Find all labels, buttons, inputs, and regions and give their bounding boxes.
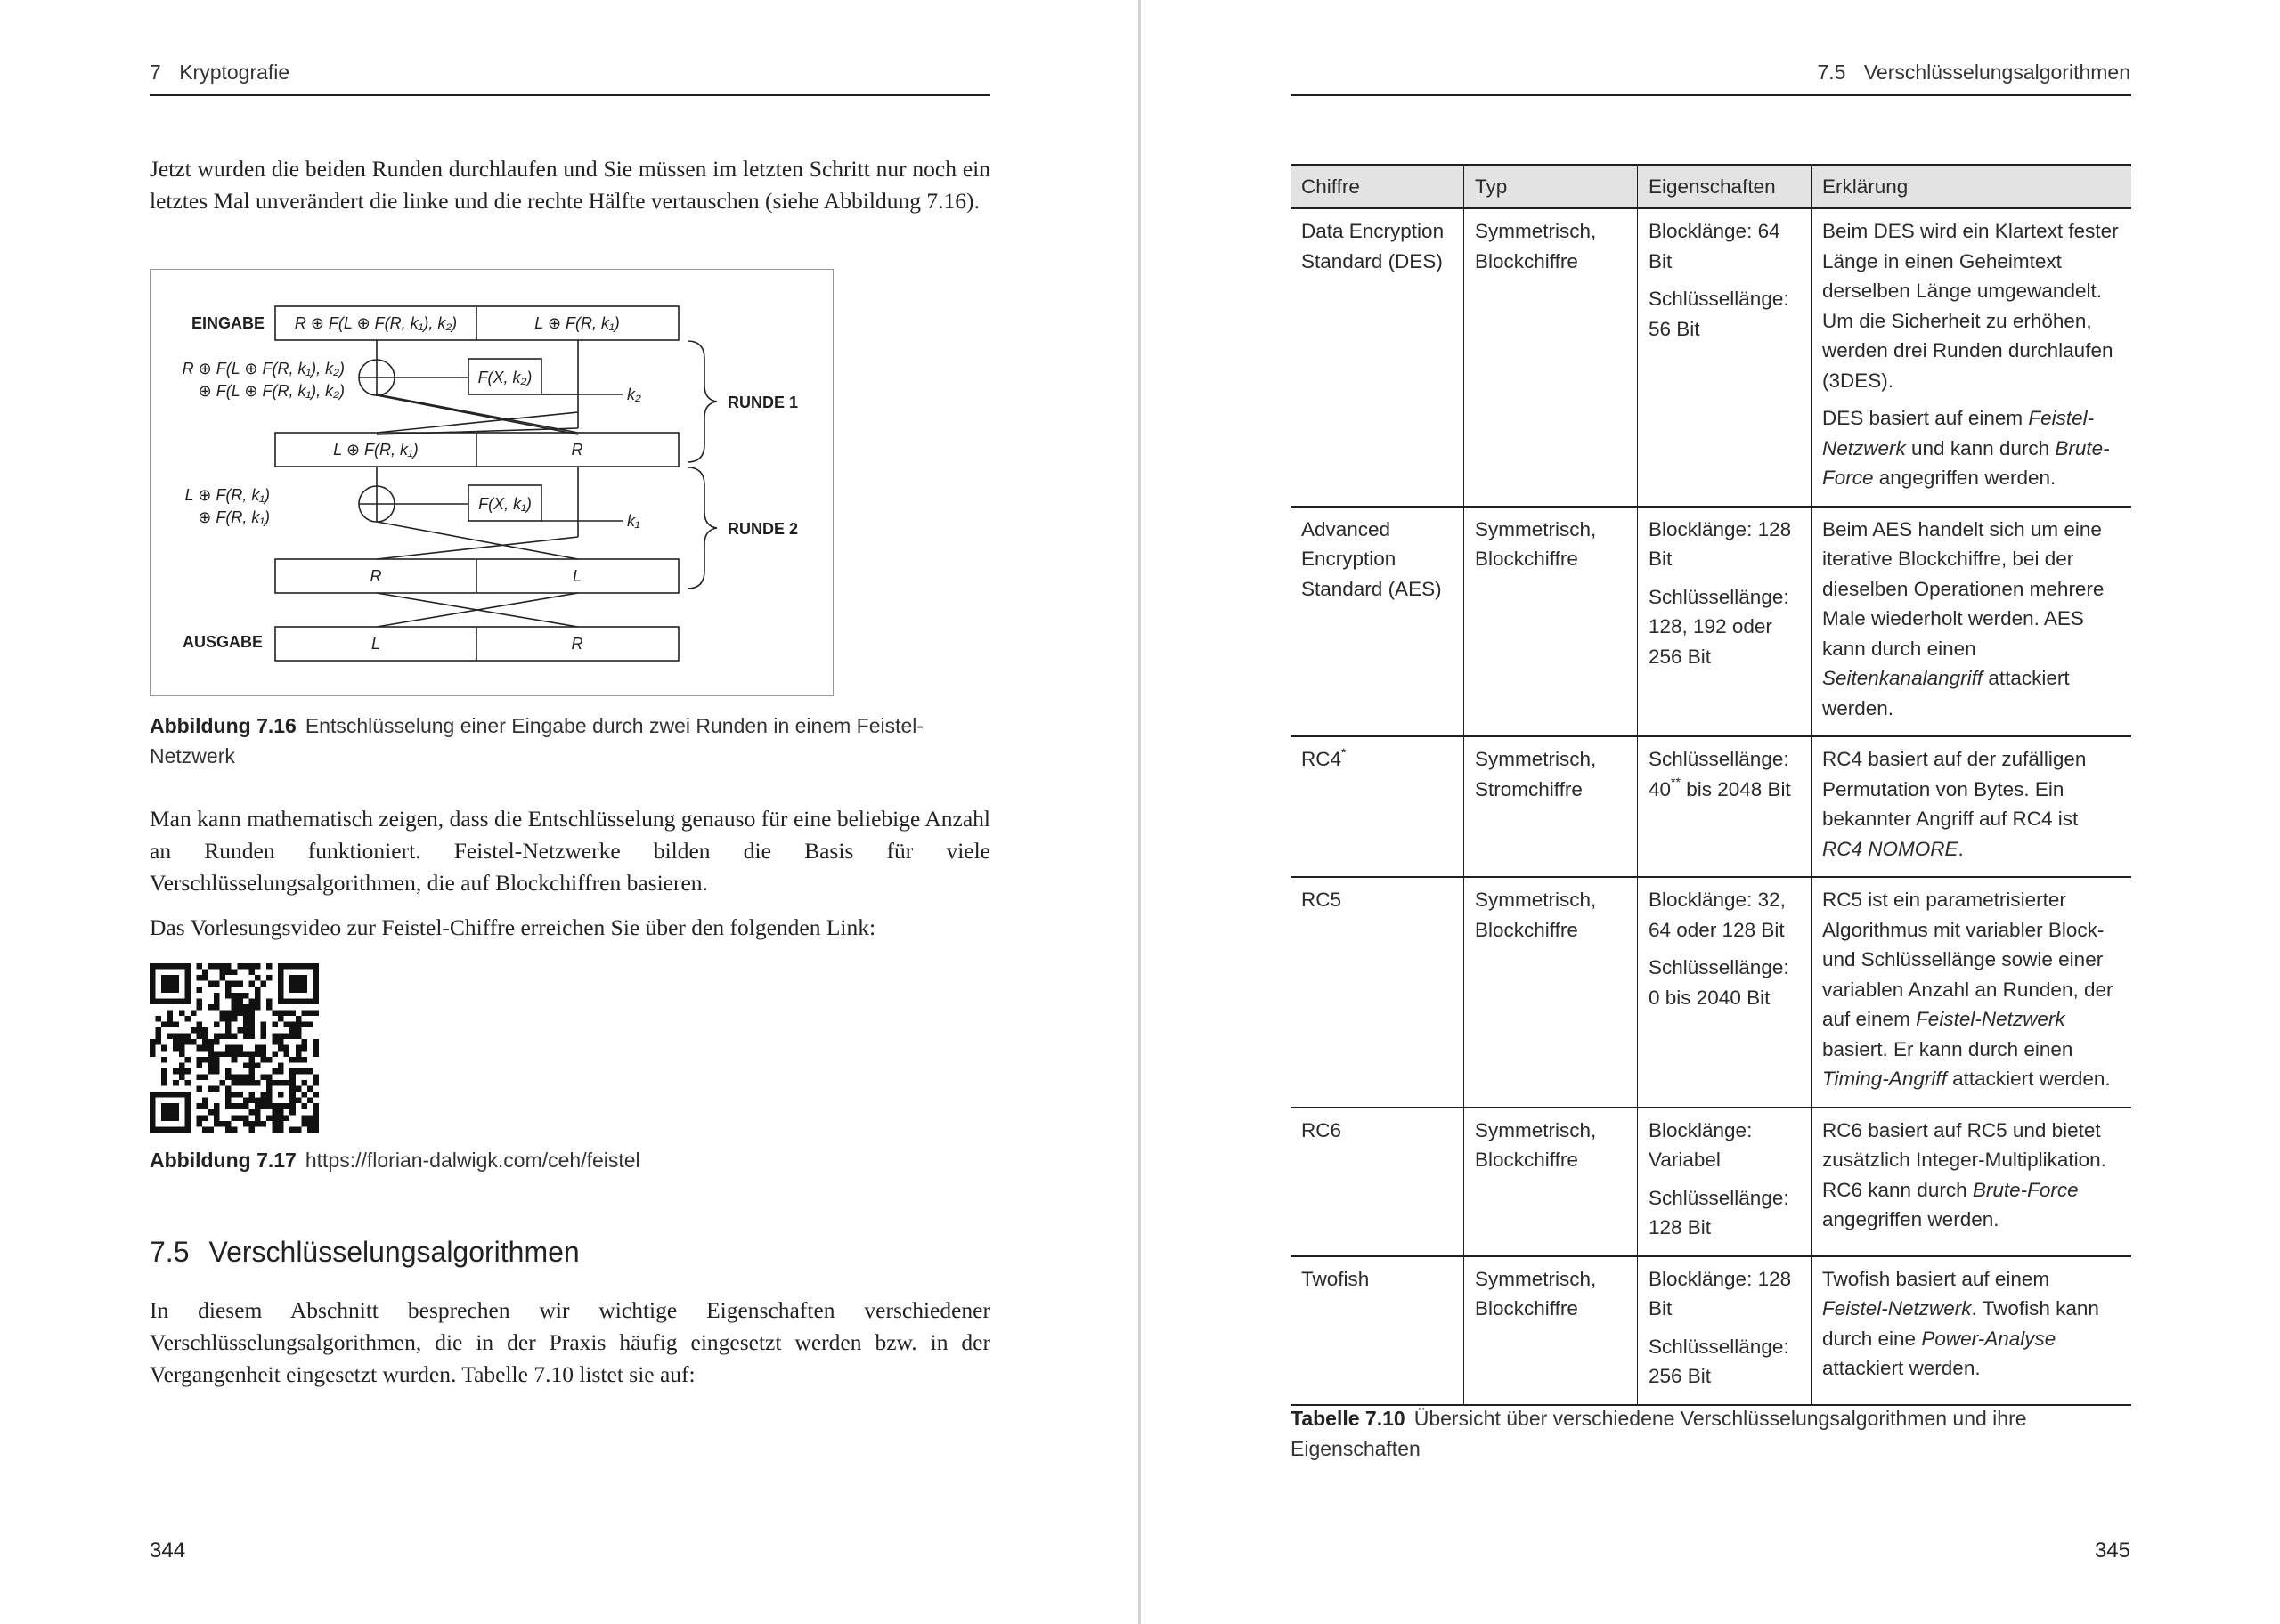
label-runde2: RUNDE 2 bbox=[728, 520, 799, 538]
property-key: Schlüssellänge: 256 Bit bbox=[1649, 1335, 1789, 1387]
property-key: Schlüssellänge: 128 Bit bbox=[1649, 1186, 1789, 1238]
cell-erklaerung bbox=[1812, 736, 2132, 877]
section-heading bbox=[150, 1236, 580, 1269]
k-label-1: k₂ bbox=[627, 386, 641, 403]
middle-left-text: L ⊕ F(R, k₁) bbox=[333, 441, 419, 459]
table-row bbox=[1291, 736, 2131, 877]
cell-chiffre: Advanced Encryption Standard (AES) bbox=[1291, 507, 1464, 737]
running-header-left bbox=[150, 61, 289, 85]
cell-chiffre: RC6 bbox=[1291, 1108, 1464, 1256]
chapter-number: 7 bbox=[150, 61, 161, 84]
explanation-text: Beim DES wird ein Klartext fester Länge in einen Geheimtext derselben Länge umgewandelt. Um die Sicherheit zu erhöhen, werden drei Runden durchlaufen (3DES). bbox=[1822, 220, 2119, 392]
input-right-text: L ⊕ F(R, k₁) bbox=[534, 314, 620, 332]
cell-erklaerung bbox=[1812, 877, 2132, 1108]
property-block: Blocklänge: 128 Bit bbox=[1649, 1267, 1792, 1320]
paragraph-math: Man kann mathematisch zeigen, dass die Entschlüsselung genauso für eine beliebige Anzahl an Runden funktioniert. Feistel-Netzwerke bilden die Basis für viele Verschlüsselungsalgorithmen, die auf Blockchiffren basieren. bbox=[150, 806, 990, 896]
f1-text: F(X, k₂) bbox=[477, 369, 533, 386]
explanation-text: Twofish basiert auf einem Feistel-Netzwerk. Twofish kann durch eine Power-Analyse attackiert werden. bbox=[1822, 1267, 2099, 1379]
left-page bbox=[0, 0, 1138, 1624]
input-left-text: R ⊕ F(L ⊕ F(R, k₁), k₂) bbox=[294, 314, 458, 332]
property-key: Schlüssellänge: 0 bis 2040 Bit bbox=[1649, 956, 1789, 1009]
cell-eigenschaften bbox=[1638, 208, 1812, 507]
brace-round2 bbox=[688, 467, 717, 589]
header-rule bbox=[1291, 94, 2131, 96]
table-row bbox=[1291, 1108, 2131, 1256]
property-block: Blocklänge: 32, 64 oder 128 Bit bbox=[1649, 889, 1786, 941]
cell-typ: Symmetrisch, Blockchiffre bbox=[1464, 208, 1638, 507]
qr-code[interactable] bbox=[150, 963, 319, 1133]
side2-line-a: L ⊕ F(R, k₁) bbox=[184, 486, 270, 504]
col-header-erklaerung: Erklärung bbox=[1812, 166, 2132, 209]
feistel-link[interactable]: https://florian-dalwigk.com/ceh/feistel bbox=[305, 1149, 640, 1172]
paragraph-section-intro: In diesem Abschnitt besprechen wir wichtige Eigenschaften verschiedener Verschlüsselungsalgorithmen, die in der Praxis häufig eingesetzt werden bzw. in der Vergangenheit eingesetzt wurden. Tabelle 7.10 listet sie auf: bbox=[150, 1297, 990, 1387]
page-number-right: 345 bbox=[2094, 1539, 2130, 1563]
table-row bbox=[1291, 1256, 2131, 1405]
explanation-text: RC6 basiert auf RC5 und bietet zusätzlich Integer-Multiplikation. RC6 kann durch Brute-Force angegriffen werden. bbox=[1822, 1118, 2106, 1230]
col-header-chiffre: Chiffre bbox=[1291, 166, 1464, 209]
table-label: Tabelle 7.10 bbox=[1291, 1407, 1405, 1430]
property-block: Blocklänge: 128 Bit bbox=[1649, 517, 1792, 570]
cell-eigenschaften bbox=[1638, 736, 1812, 877]
paragraph-video: Das Vorlesungsvideo zur Feistel-Chiffre erreichen Sie über den folgenden Link: bbox=[150, 914, 876, 940]
figure-caption-7-17 bbox=[150, 1145, 990, 1175]
figure-caption-text: Entschlüsselung einer Eingabe durch zwei Runden in einem Feistel-Netzwerk bbox=[150, 714, 924, 767]
table-row bbox=[1291, 507, 2131, 737]
property-key: Schlüssellänge: 128, 192 oder 256 Bit bbox=[1649, 585, 1789, 668]
cell-typ: Symmetrisch, Blockchiffre bbox=[1464, 877, 1638, 1108]
cell-erklaerung bbox=[1812, 1108, 2132, 1256]
col-header-eigenschaften: Eigenschaften bbox=[1638, 166, 1812, 209]
cell-chiffre: Data Encryption Standard (DES) bbox=[1291, 208, 1464, 507]
cell-chiffre: Twofish bbox=[1291, 1256, 1464, 1405]
chapter-title: Kryptografie bbox=[179, 61, 290, 84]
round2-right-text: L bbox=[572, 567, 582, 585]
middle-right-text: R bbox=[571, 441, 583, 459]
property-block: Blocklänge: Variabel bbox=[1649, 1118, 1753, 1171]
table-header-row bbox=[1291, 166, 2131, 209]
cell-eigenschaften bbox=[1638, 1256, 1812, 1405]
header-section-title: Verschlüsselungsalgorithmen bbox=[1863, 61, 2130, 84]
figure-label: Abbildung 7.16 bbox=[150, 714, 297, 737]
feistel-diagram bbox=[151, 270, 835, 697]
explanation-text: RC4 basiert auf der zufälligen Permutation von Bytes. Ein bekannter Angriff auf RC4 ist RC4 NOMORE. bbox=[1822, 748, 2087, 860]
section-title: Verschlüsselungsalgorithmen bbox=[208, 1236, 580, 1268]
cell-typ: Symmetrisch, Blockchiffre bbox=[1464, 507, 1638, 737]
header-rule bbox=[150, 94, 990, 96]
table-row bbox=[1291, 877, 2131, 1108]
cell-eigenschaften bbox=[1638, 507, 1812, 737]
label-runde1: RUNDE 1 bbox=[728, 394, 799, 411]
table-caption bbox=[1291, 1403, 2131, 1464]
footnote-mark: * bbox=[1341, 744, 1347, 759]
label-ausgabe: AUSGABE bbox=[183, 633, 264, 651]
cell-typ: Symmetrisch, Blockchiffre bbox=[1464, 1256, 1638, 1405]
cell-erklaerung bbox=[1812, 1256, 2132, 1405]
header-section-number: 7.5 bbox=[1817, 61, 1846, 84]
output-right-text: R bbox=[571, 635, 583, 653]
cell-eigenschaften bbox=[1638, 1108, 1812, 1256]
cell-eigenschaften bbox=[1638, 877, 1812, 1108]
paragraph-intro: Jetzt wurden die beiden Runden durchlaufen und Sie müssen im letzten Schritt nur noch ein letztes Mal unverändert die linke und die rechte Hälfte vertauschen (siehe Abbildung 7.16). bbox=[150, 156, 990, 214]
figure-label: Abbildung 7.17 bbox=[150, 1149, 297, 1172]
brace-round1 bbox=[688, 341, 717, 462]
f2-text: F(X, k₁) bbox=[478, 495, 532, 513]
cell-chiffre: RC4* bbox=[1291, 736, 1464, 877]
k-label-2: k₁ bbox=[627, 512, 640, 530]
side1-line-a: R ⊕ F(L ⊕ F(R, k₁), k₂) bbox=[182, 360, 345, 378]
right-page bbox=[1141, 0, 2280, 1624]
section-number: 7.5 bbox=[150, 1236, 190, 1268]
running-header-right bbox=[1817, 61, 2130, 85]
label-eingabe: EINGABE bbox=[191, 314, 265, 332]
page-number-left: 344 bbox=[150, 1539, 186, 1563]
explanation-text-2: DES basiert auf einem Feistel-Netzwerk und kann durch Brute-Force angegriffen werden. bbox=[1822, 407, 2110, 489]
figure-caption-7-16 bbox=[150, 710, 990, 771]
cell-erklaerung bbox=[1812, 507, 2132, 737]
property-block: Blocklänge: 64 Bit bbox=[1649, 220, 1780, 272]
side1-line-b: ⊕ F(L ⊕ F(R, k₁), k₂) bbox=[198, 382, 345, 400]
cell-chiffre: RC5 bbox=[1291, 877, 1464, 1108]
property-key: Schlüssellänge: 56 Bit bbox=[1649, 288, 1789, 340]
algorithms-table bbox=[1291, 164, 2131, 1406]
feistel-figure bbox=[150, 269, 834, 696]
col-header-typ: Typ bbox=[1464, 166, 1638, 209]
cell-typ: Symmetrisch, Blockchiffre bbox=[1464, 1108, 1638, 1256]
cell-typ: Symmetrisch, Stromchiffre bbox=[1464, 736, 1638, 877]
cell-erklaerung bbox=[1812, 208, 2132, 507]
round2-left-text: R bbox=[370, 567, 382, 585]
output-left-text: L bbox=[370, 635, 381, 653]
property-key: Schlüssellänge: 40** bis 2048 Bit bbox=[1649, 748, 1791, 800]
side2-line-b: ⊕ F(R, k₁) bbox=[198, 508, 270, 526]
explanation-text: Beim AES handelt sich um eine iterative Blockchiffre, bei der dieselben Operationen mehrere Male wiederholt werden. AES kann durch einen Seitenkanalangriff attackiert werden. bbox=[1822, 517, 2105, 719]
table-caption-text: Übersicht über verschiedene Verschlüsselungsalgorithmen und ihre Eigenschaften bbox=[1291, 1407, 2027, 1460]
qr-code-image bbox=[150, 963, 319, 1133]
explanation-text: RC5 ist ein parametrisierter Algorithmus mit variabler Block- und Schlüssellänge sowie einer variablen Anzahl an Runden, der auf einem Feistel-Netzwerk basiert. Er kann durch einen Timing-Angriff attackiert werden. bbox=[1822, 889, 2113, 1090]
table-row bbox=[1291, 208, 2131, 507]
